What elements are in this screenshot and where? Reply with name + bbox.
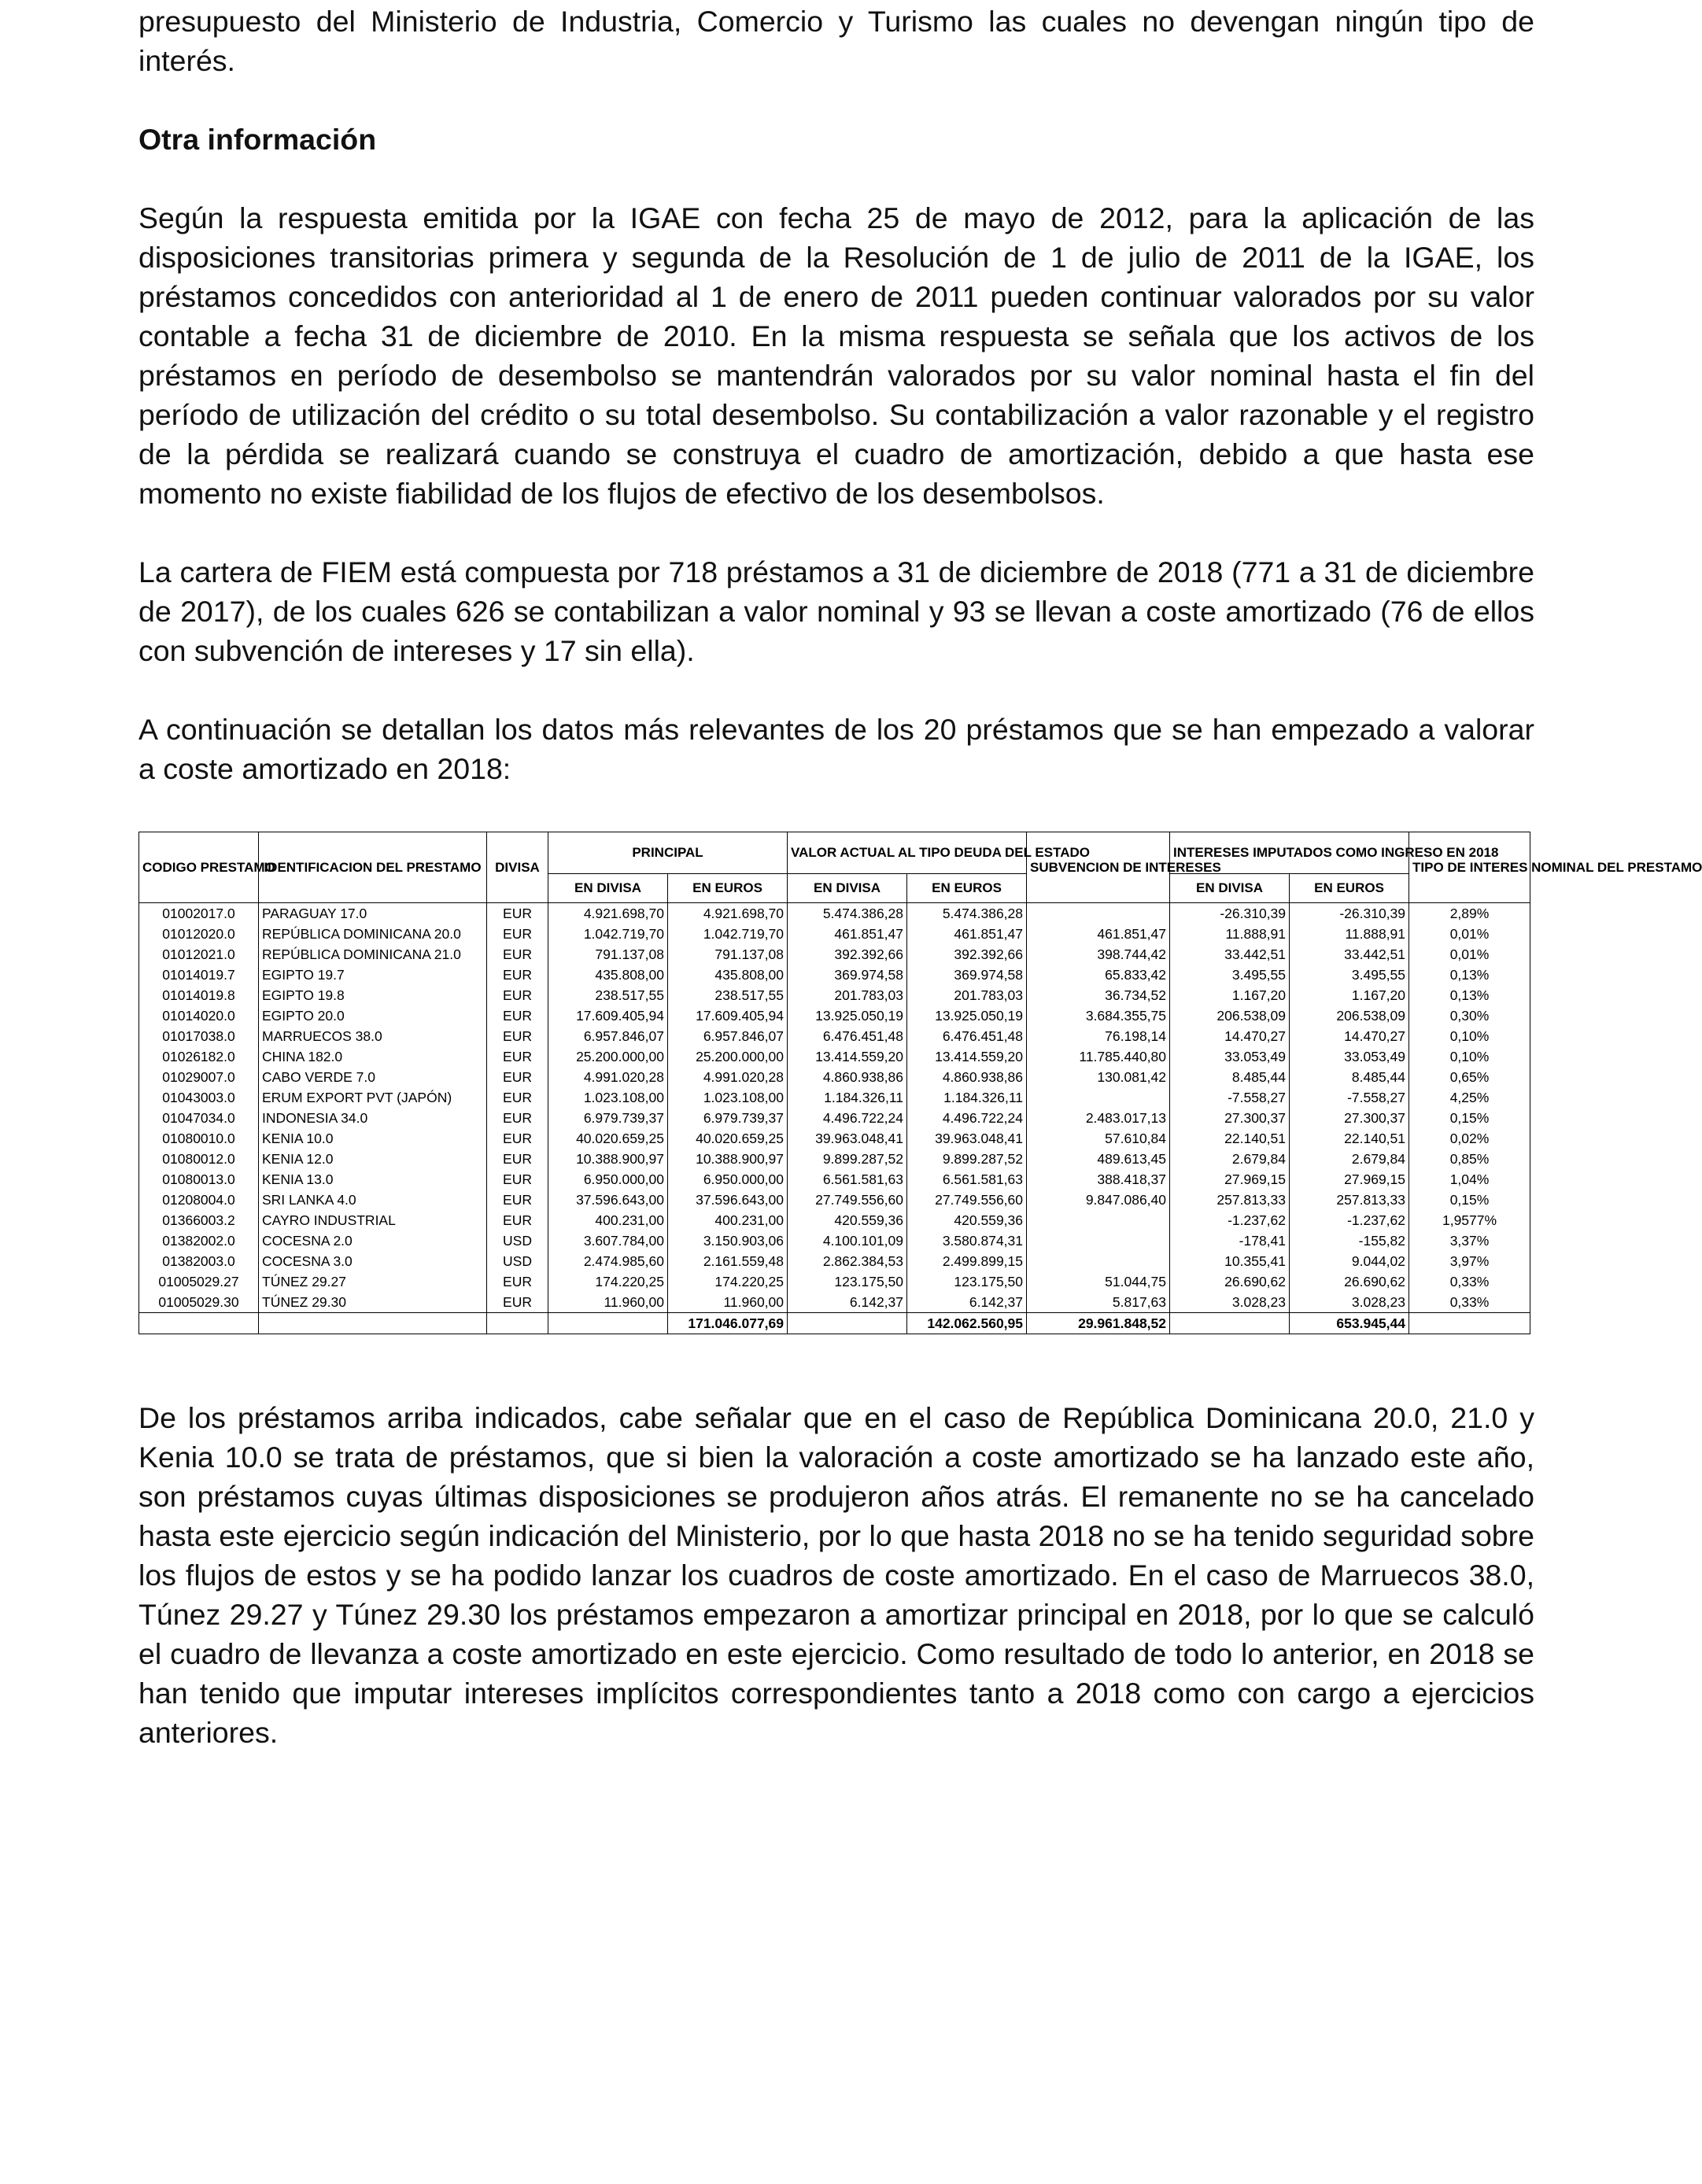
table-row — [139, 1108, 1530, 1128]
cell-tipo: 4,25% — [1409, 1087, 1530, 1108]
cell-valor-divisa: 6.476.451,48 — [788, 1026, 907, 1046]
cell-subvencion: 130.081,42 — [1027, 1067, 1170, 1087]
table-row — [139, 1292, 1530, 1313]
cell-identificacion: COCESNA 2.0 — [259, 1230, 487, 1251]
cell-identificacion: INDONESIA 34.0 — [259, 1108, 487, 1128]
cell-subvencion — [1027, 1210, 1170, 1230]
cell-intereses-euros: -1.237,62 — [1290, 1210, 1409, 1230]
cell-intereses-divisa: 3.495,55 — [1170, 965, 1290, 985]
cell-identificacion: MARRUECOS 38.0 — [259, 1026, 487, 1046]
cell-principal-divisa: 435.808,00 — [548, 965, 668, 985]
cell-valor-euros: 4.860.938,86 — [907, 1067, 1027, 1087]
cell-divisa: EUR — [487, 1046, 548, 1067]
cell-principal-euros: 25.200.000,00 — [668, 1046, 788, 1067]
paragraph-intro: presupuesto del Ministerio de Industria, Comercio y Turismo las cuales no devengan ningún tipo de interés. — [138, 5, 1534, 77]
cell-codigo: 01382002.0 — [139, 1230, 259, 1251]
cell-valor-euros: 13.925.050,19 — [907, 1005, 1027, 1026]
cell-identificacion: CHINA 182.0 — [259, 1046, 487, 1067]
cell-valor-euros: 123.175,50 — [907, 1271, 1027, 1292]
header-principal: PRINCIPAL — [548, 832, 788, 874]
cell-intereses-euros: 26.690,62 — [1290, 1271, 1409, 1292]
cell-intereses-divisa: 257.813,33 — [1170, 1190, 1290, 1210]
cell-tipo: 1,04% — [1409, 1169, 1530, 1190]
cell-identificacion: TÚNEZ 29.27 — [259, 1271, 487, 1292]
cell-valor-divisa: 1.184.326,11 — [788, 1087, 907, 1108]
cell-intereses-divisa: 27.300,37 — [1170, 1108, 1290, 1128]
cell-codigo: 01017038.0 — [139, 1026, 259, 1046]
cell-principal-divisa: 1.042.719,70 — [548, 924, 668, 944]
loans-table — [138, 832, 1702, 1334]
cell-tipo: 0,10% — [1409, 1026, 1530, 1046]
cell-valor-divisa: 392.392,66 — [788, 944, 907, 965]
cell-intereses-euros: 33.442,51 — [1290, 944, 1409, 965]
table-row — [139, 944, 1530, 965]
cell-divisa: EUR — [487, 965, 548, 985]
cell-valor-divisa: 201.783,03 — [788, 985, 907, 1005]
cell-intereses-divisa: 14.470,27 — [1170, 1026, 1290, 1046]
cell-subvencion: 3.684.355,75 — [1027, 1005, 1170, 1026]
cell-divisa: EUR — [487, 1149, 548, 1169]
cell-intereses-euros: 22.140,51 — [1290, 1128, 1409, 1149]
cell-intereses-divisa: 33.442,51 — [1170, 944, 1290, 965]
total-cell-divisa — [487, 1313, 548, 1334]
cell-intereses-divisa: 1.167,20 — [1170, 985, 1290, 1005]
cell-tipo: 0,13% — [1409, 965, 1530, 985]
cell-principal-divisa: 40.020.659,25 — [548, 1128, 668, 1149]
cell-valor-divisa: 4.860.938,86 — [788, 1067, 907, 1087]
cell-intereses-euros: 206.538,09 — [1290, 1005, 1409, 1026]
cell-intereses-divisa: 22.140,51 — [1170, 1128, 1290, 1149]
cell-subvencion: 11.785.440,80 — [1027, 1046, 1170, 1067]
cell-principal-divisa: 4.921.698,70 — [548, 903, 668, 924]
header-valor-actual: VALOR ACTUAL AL TIPO DEUDA DEL ESTADO — [788, 832, 1027, 874]
cell-subvencion: 65.833,42 — [1027, 965, 1170, 985]
cell-valor-divisa: 5.474.386,28 — [788, 903, 907, 924]
cell-valor-euros: 1.184.326,11 — [907, 1087, 1027, 1108]
cell-divisa: EUR — [487, 1026, 548, 1046]
cell-principal-euros: 1.023.108,00 — [668, 1087, 788, 1108]
table-row — [139, 1210, 1530, 1230]
cell-tipo: 0,13% — [1409, 985, 1530, 1005]
cell-codigo: 01002017.0 — [139, 903, 259, 924]
table-row — [139, 1149, 1530, 1169]
cell-principal-divisa: 10.388.900,97 — [548, 1149, 668, 1169]
cell-identificacion: EGIPTO 20.0 — [259, 1005, 487, 1026]
cell-subvencion — [1027, 1230, 1170, 1251]
header-codigo: CODIGO PRESTAMO — [139, 832, 259, 903]
total-cell-valor-divisa — [788, 1313, 907, 1334]
cell-intereses-euros: 3.495,55 — [1290, 965, 1409, 985]
cell-valor-divisa: 4.496.722,24 — [788, 1108, 907, 1128]
cell-tipo: 0,33% — [1409, 1292, 1530, 1313]
table-row — [139, 965, 1530, 985]
paragraph-conclusion: De los préstamos arriba indicados, cabe señalar que en el caso de República Dominicana 20.0, 21.0 y Kenia 10.0 se trata de préstamos, que si bien la valoración a coste amortizado se ha lanzado este año, son préstamos cuyas últimas disposiciones se produjeron años atrás. El remanente no se ha cancelado hasta este ejercicio según indicación del Ministerio, por lo que hasta 2018 no se ha tenido seguridad sobre los flujos de estos y se ha podido lanzar los cuadros de coste amortizado. En el caso de Marruecos 38.0, Túnez 29.27 y Túnez 29.30 los préstamos empezaron a amortizar principal en 2018, por lo que se calculó el cuadro de llevanza a coste amortizado en este ejercicio. Como resultado de todo lo anterior, en 2018 se han tenido que imputar intereses implícitos correspondientes tanto a 2018 como con cargo a ejercicios anteriores. — [138, 1401, 1534, 1749]
cell-identificacion: KENIA 12.0 — [259, 1149, 487, 1169]
cell-principal-divisa: 2.474.985,60 — [548, 1251, 668, 1271]
cell-subvencion — [1027, 903, 1170, 924]
cell-identificacion: PARAGUAY 17.0 — [259, 903, 487, 924]
cell-intereses-divisa: -1.237,62 — [1170, 1210, 1290, 1230]
cell-principal-euros: 4.921.698,70 — [668, 903, 788, 924]
cell-tipo: 0,01% — [1409, 924, 1530, 944]
cell-valor-euros: 9.899.287,52 — [907, 1149, 1027, 1169]
cell-subvencion: 388.418,37 — [1027, 1169, 1170, 1190]
table-row — [139, 1067, 1530, 1087]
cell-divisa: USD — [487, 1251, 548, 1271]
cell-principal-euros: 238.517,55 — [668, 985, 788, 1005]
table-row — [139, 1128, 1530, 1149]
header-intereses-euros: EN EUROS — [1290, 874, 1409, 903]
cell-valor-euros: 392.392,66 — [907, 944, 1027, 965]
cell-identificacion: CABO VERDE 7.0 — [259, 1067, 487, 1087]
cell-intereses-euros: 27.300,37 — [1290, 1108, 1409, 1128]
cell-tipo: 1,9577% — [1409, 1210, 1530, 1230]
cell-valor-divisa: 6.561.581,63 — [788, 1169, 907, 1190]
total-cell-principal-divisa — [548, 1313, 668, 1334]
cell-principal-euros: 6.957.846,07 — [668, 1026, 788, 1046]
cell-identificacion: EGIPTO 19.8 — [259, 985, 487, 1005]
cell-codigo: 01366003.2 — [139, 1210, 259, 1230]
cell-valor-divisa: 9.899.287,52 — [788, 1149, 907, 1169]
cell-intereses-divisa: 2.679,84 — [1170, 1149, 1290, 1169]
cell-tipo: 0,02% — [1409, 1128, 1530, 1149]
cell-subvencion: 51.044,75 — [1027, 1271, 1170, 1292]
cell-divisa: EUR — [487, 903, 548, 924]
cell-tipo: 0,10% — [1409, 1046, 1530, 1067]
cell-principal-divisa: 3.607.784,00 — [548, 1230, 668, 1251]
cell-principal-euros: 2.161.559,48 — [668, 1251, 788, 1271]
cell-principal-divisa: 25.200.000,00 — [548, 1046, 668, 1067]
cell-principal-divisa: 6.950.000,00 — [548, 1169, 668, 1190]
table-row — [139, 1190, 1530, 1210]
cell-subvencion: 76.198,14 — [1027, 1026, 1170, 1046]
cell-valor-euros: 369.974,58 — [907, 965, 1027, 985]
paragraph-cartera: La cartera de FIEM está compuesta por 718 préstamos a 31 de diciembre de 2018 (771 a 31 de diciembre de 2017), de los cuales 626 se contabilizan a valor nominal y 93 se llevan a coste amortizado (76 de ellos con subvención de intereses y 17 sin ella). — [138, 555, 1534, 667]
cell-divisa: USD — [487, 1230, 548, 1251]
cell-identificacion: SRI LANKA 4.0 — [259, 1190, 487, 1210]
total-cell-principal-euros: 171.046.077,69 — [668, 1313, 788, 1334]
header-subvencion: SUBVENCION DE INTERESES — [1027, 832, 1170, 903]
cell-principal-euros: 11.960,00 — [668, 1292, 788, 1313]
cell-valor-euros: 13.414.559,20 — [907, 1046, 1027, 1067]
cell-principal-euros: 37.596.643,00 — [668, 1190, 788, 1210]
cell-intereses-euros: 33.053,49 — [1290, 1046, 1409, 1067]
total-cell-codigo — [139, 1313, 259, 1334]
cell-principal-divisa: 6.979.739,37 — [548, 1108, 668, 1128]
cell-divisa: EUR — [487, 1210, 548, 1230]
table-row — [139, 1005, 1530, 1026]
cell-principal-euros: 174.220,25 — [668, 1271, 788, 1292]
cell-identificacion: REPÚBLICA DOMINICANA 20.0 — [259, 924, 487, 944]
cell-valor-euros: 5.474.386,28 — [907, 903, 1027, 924]
cell-subvencion: 9.847.086,40 — [1027, 1190, 1170, 1210]
cell-principal-divisa: 37.596.643,00 — [548, 1190, 668, 1210]
header-divisa: DIVISA — [487, 832, 548, 903]
cell-intereses-divisa: -7.558,27 — [1170, 1087, 1290, 1108]
cell-principal-euros: 40.020.659,25 — [668, 1128, 788, 1149]
cell-tipo: 0,15% — [1409, 1108, 1530, 1128]
cell-subvencion: 398.744,42 — [1027, 944, 1170, 965]
cell-principal-euros: 4.991.020,28 — [668, 1067, 788, 1087]
cell-divisa: EUR — [487, 1190, 548, 1210]
cell-identificacion: COCESNA 3.0 — [259, 1251, 487, 1271]
cell-codigo: 01047034.0 — [139, 1108, 259, 1128]
cell-principal-divisa: 238.517,55 — [548, 985, 668, 1005]
cell-principal-euros: 10.388.900,97 — [668, 1149, 788, 1169]
cell-tipo: 0,65% — [1409, 1067, 1530, 1087]
cell-tipo: 0,01% — [1409, 944, 1530, 965]
cell-principal-euros: 1.042.719,70 — [668, 924, 788, 944]
cell-tipo: 2,89% — [1409, 903, 1530, 924]
cell-divisa: EUR — [487, 1005, 548, 1026]
cell-intereses-divisa: 33.053,49 — [1170, 1046, 1290, 1067]
cell-subvencion — [1027, 1251, 1170, 1271]
cell-principal-divisa: 791.137,08 — [548, 944, 668, 965]
cell-valor-euros: 4.496.722,24 — [907, 1108, 1027, 1128]
cell-valor-euros: 2.499.899,15 — [907, 1251, 1027, 1271]
cell-tipo: 0,33% — [1409, 1271, 1530, 1292]
cell-valor-euros: 420.559,36 — [907, 1210, 1027, 1230]
cell-intereses-euros: 14.470,27 — [1290, 1026, 1409, 1046]
cell-principal-euros: 400.231,00 — [668, 1210, 788, 1230]
cell-valor-euros: 6.561.581,63 — [907, 1169, 1027, 1190]
table-row — [139, 985, 1530, 1005]
cell-intereses-divisa: 3.028,23 — [1170, 1292, 1290, 1313]
cell-tipo: 3,37% — [1409, 1230, 1530, 1251]
cell-valor-divisa: 123.175,50 — [788, 1271, 907, 1292]
cell-identificacion: KENIA 13.0 — [259, 1169, 487, 1190]
cell-divisa: EUR — [487, 944, 548, 965]
cell-valor-divisa: 6.142,37 — [788, 1292, 907, 1313]
header-valor-euros: EN EUROS — [907, 874, 1027, 903]
table-row — [139, 1230, 1530, 1251]
cell-intereses-divisa: -178,41 — [1170, 1230, 1290, 1251]
cell-codigo: 01208004.0 — [139, 1190, 259, 1210]
total-cell-identificacion — [259, 1313, 487, 1334]
cell-codigo: 01080012.0 — [139, 1149, 259, 1169]
total-cell-subvencion: 29.961.848,52 — [1027, 1313, 1170, 1334]
cell-codigo: 01043003.0 — [139, 1087, 259, 1108]
cell-identificacion: REPÚBLICA DOMINICANA 21.0 — [259, 944, 487, 965]
cell-valor-divisa: 39.963.048,41 — [788, 1128, 907, 1149]
cell-valor-euros: 27.749.556,60 — [907, 1190, 1027, 1210]
cell-subvencion — [1027, 1087, 1170, 1108]
cell-divisa: EUR — [487, 1108, 548, 1128]
cell-valor-euros: 6.142,37 — [907, 1292, 1027, 1313]
cell-codigo: 01014020.0 — [139, 1005, 259, 1026]
cell-tipo: 3,97% — [1409, 1251, 1530, 1271]
cell-intereses-divisa: 206.538,09 — [1170, 1005, 1290, 1026]
cell-codigo: 01014019.8 — [139, 985, 259, 1005]
cell-identificacion: ERUM EXPORT PVT (JAPÓN) — [259, 1087, 487, 1108]
header-valor-divisa: EN DIVISA — [788, 874, 907, 903]
header-principal-euros: EN EUROS — [668, 874, 788, 903]
cell-valor-euros: 39.963.048,41 — [907, 1128, 1027, 1149]
cell-intereses-divisa: -26.310,39 — [1170, 903, 1290, 924]
cell-subvencion: 57.610,84 — [1027, 1128, 1170, 1149]
cell-valor-euros: 201.783,03 — [907, 985, 1027, 1005]
cell-intereses-euros: 11.888,91 — [1290, 924, 1409, 944]
cell-valor-divisa: 461.851,47 — [788, 924, 907, 944]
cell-valor-divisa: 2.862.384,53 — [788, 1251, 907, 1271]
cell-intereses-divisa: 10.355,41 — [1170, 1251, 1290, 1271]
cell-tipo: 0,15% — [1409, 1190, 1530, 1210]
paragraph-detalle: A continuación se detallan los datos más relevantes de los 20 préstamos que se han empezado a valorar a coste amortizado en 2018: — [138, 713, 1534, 785]
cell-principal-euros: 3.150.903,06 — [668, 1230, 788, 1251]
loans-table-wrapper — [138, 832, 1702, 1334]
cell-codigo: 01080010.0 — [139, 1128, 259, 1149]
table-row — [139, 1026, 1530, 1046]
cell-principal-euros: 17.609.405,94 — [668, 1005, 788, 1026]
header-intereses-divisa: EN DIVISA — [1170, 874, 1290, 903]
cell-tipo: 0,85% — [1409, 1149, 1530, 1169]
cell-intereses-euros: -7.558,27 — [1290, 1087, 1409, 1108]
cell-intereses-divisa: 11.888,91 — [1170, 924, 1290, 944]
cell-identificacion: TÚNEZ 29.30 — [259, 1292, 487, 1313]
cell-principal-euros: 435.808,00 — [668, 965, 788, 985]
cell-intereses-euros: -155,82 — [1290, 1230, 1409, 1251]
cell-valor-euros: 6.476.451,48 — [907, 1026, 1027, 1046]
loans-table-body — [139, 903, 1530, 1334]
cell-valor-divisa: 13.414.559,20 — [788, 1046, 907, 1067]
cell-codigo: 01014019.7 — [139, 965, 259, 985]
cell-identificacion: KENIA 10.0 — [259, 1128, 487, 1149]
table-row — [139, 1087, 1530, 1108]
cell-codigo: 01012020.0 — [139, 924, 259, 944]
cell-principal-divisa: 17.609.405,94 — [548, 1005, 668, 1026]
cell-principal-divisa: 6.957.846,07 — [548, 1026, 668, 1046]
cell-subvencion: 461.851,47 — [1027, 924, 1170, 944]
cell-divisa: EUR — [487, 1169, 548, 1190]
table-row — [139, 924, 1530, 944]
cell-intereses-euros: 2.679,84 — [1290, 1149, 1409, 1169]
header-tipo: TIPO DE INTERES NOMINAL DEL PRESTAMO — [1409, 832, 1530, 903]
cell-principal-divisa: 400.231,00 — [548, 1210, 668, 1230]
cell-divisa: EUR — [487, 1271, 548, 1292]
cell-principal-euros: 6.979.739,37 — [668, 1108, 788, 1128]
cell-intereses-euros: 27.969,15 — [1290, 1169, 1409, 1190]
cell-codigo: 01026182.0 — [139, 1046, 259, 1067]
header-intereses: INTERESES IMPUTADOS COMO INGRESO EN 2018 — [1170, 832, 1409, 874]
cell-codigo: 01012021.0 — [139, 944, 259, 965]
table-row — [139, 903, 1530, 924]
cell-subvencion: 2.483.017,13 — [1027, 1108, 1170, 1128]
total-cell-intereses-divisa — [1170, 1313, 1290, 1334]
paragraph-igae: Según la respuesta emitida por la IGAE con fecha 25 de mayo de 2012, para la aplicación de las disposiciones transitorias primera y segunda de la Resolución de 1 de julio de 2011 de la IGAE, los préstamos concedidos con anterioridad al 1 de enero de 2011 pueden continuar valorados por su valor contable a fecha 31 de diciembre de 2010. En la misma respuesta se señala que los activos de los préstamos en período de desembolso se mantendrán valorados por su valor nominal hasta el fin del período de utilización del crédito o su total desembolso. Su contabilización a valor razonable y el registro de la pérdida se realizará cuando se construya el cuadro de amortización, debido a que hasta ese momento no existe fiabilidad de los flujos de efectivo de los desembolsos. — [138, 201, 1534, 510]
cell-codigo: 01382003.0 — [139, 1251, 259, 1271]
cell-valor-divisa: 27.749.556,60 — [788, 1190, 907, 1210]
header-principal-divisa: EN DIVISA — [548, 874, 668, 903]
totals-row — [139, 1313, 1530, 1334]
cell-codigo: 01029007.0 — [139, 1067, 259, 1087]
cell-divisa: EUR — [487, 1067, 548, 1087]
cell-valor-divisa: 13.925.050,19 — [788, 1005, 907, 1026]
cell-codigo: 01080013.0 — [139, 1169, 259, 1190]
cell-divisa: EUR — [487, 1087, 548, 1108]
cell-intereses-divisa: 27.969,15 — [1170, 1169, 1290, 1190]
cell-codigo: 01005029.27 — [139, 1271, 259, 1292]
total-cell-valor-euros: 142.062.560,95 — [907, 1313, 1027, 1334]
cell-intereses-euros: 9.044,02 — [1290, 1251, 1409, 1271]
cell-divisa: EUR — [487, 1292, 548, 1313]
table-row — [139, 1271, 1530, 1292]
cell-valor-euros: 3.580.874,31 — [907, 1230, 1027, 1251]
cell-intereses-euros: 257.813,33 — [1290, 1190, 1409, 1210]
table-row — [139, 1251, 1530, 1271]
cell-intereses-euros: 1.167,20 — [1290, 985, 1409, 1005]
cell-valor-divisa: 420.559,36 — [788, 1210, 907, 1230]
cell-intereses-divisa: 8.485,44 — [1170, 1067, 1290, 1087]
cell-subvencion: 489.613,45 — [1027, 1149, 1170, 1169]
cell-identificacion: EGIPTO 19.7 — [259, 965, 487, 985]
total-cell-tipo — [1409, 1313, 1530, 1334]
section-heading: Otra información — [138, 123, 377, 156]
cell-subvencion: 36.734,52 — [1027, 985, 1170, 1005]
cell-codigo: 01005029.30 — [139, 1292, 259, 1313]
cell-principal-divisa: 4.991.020,28 — [548, 1067, 668, 1087]
total-cell-intereses-euros: 653.945,44 — [1290, 1313, 1409, 1334]
header-identificacion: IDENTIFICACION DEL PRESTAMO — [259, 832, 487, 903]
cell-intereses-euros: 8.485,44 — [1290, 1067, 1409, 1087]
cell-divisa: EUR — [487, 924, 548, 944]
cell-valor-divisa: 369.974,58 — [788, 965, 907, 985]
cell-intereses-divisa: 26.690,62 — [1170, 1271, 1290, 1292]
cell-tipo: 0,30% — [1409, 1005, 1530, 1026]
cell-intereses-euros: 3.028,23 — [1290, 1292, 1409, 1313]
cell-identificacion: CAYRO INDUSTRIAL — [259, 1210, 487, 1230]
cell-divisa: EUR — [487, 985, 548, 1005]
table-row — [139, 1046, 1530, 1067]
cell-valor-divisa: 4.100.101,09 — [788, 1230, 907, 1251]
cell-principal-divisa: 11.960,00 — [548, 1292, 668, 1313]
cell-subvencion: 5.817,63 — [1027, 1292, 1170, 1313]
table-row — [139, 1169, 1530, 1190]
cell-principal-divisa: 1.023.108,00 — [548, 1087, 668, 1108]
cell-intereses-euros: -26.310,39 — [1290, 903, 1409, 924]
cell-principal-euros: 6.950.000,00 — [668, 1169, 788, 1190]
cell-divisa: EUR — [487, 1128, 548, 1149]
cell-principal-divisa: 174.220,25 — [548, 1271, 668, 1292]
cell-valor-euros: 461.851,47 — [907, 924, 1027, 944]
cell-principal-euros: 791.137,08 — [668, 944, 788, 965]
